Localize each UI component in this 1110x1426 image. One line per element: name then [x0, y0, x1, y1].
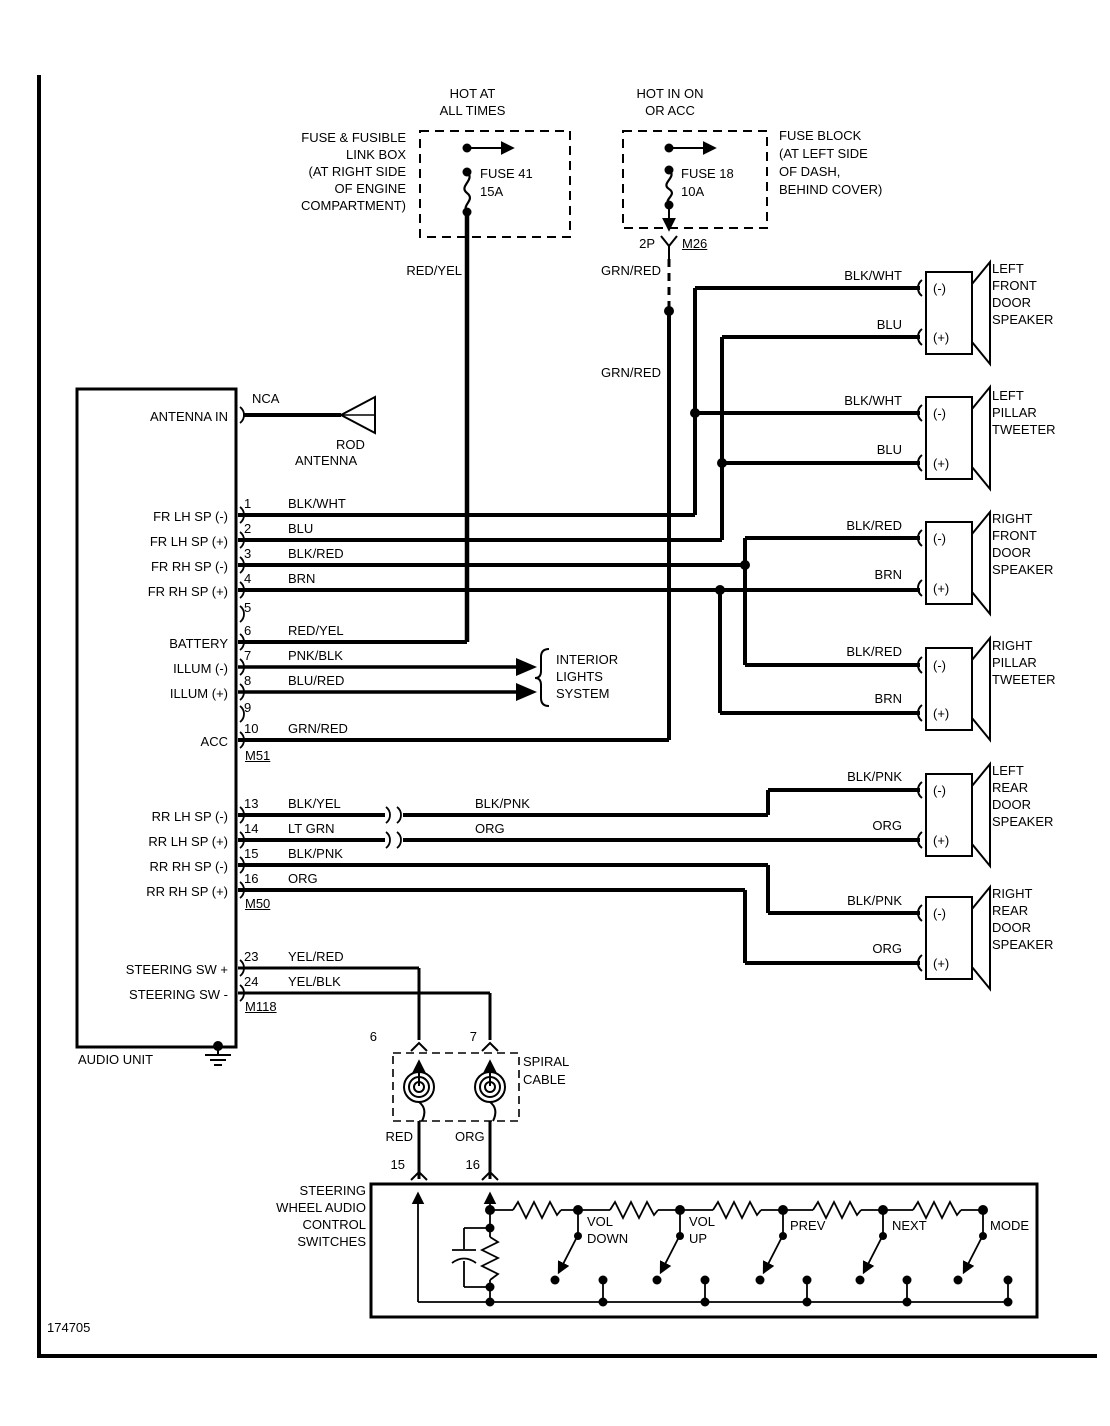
- pin-name: RR RH SP (-): [149, 859, 228, 874]
- polarity-pos: (+): [933, 706, 950, 721]
- pin-name: STEERING SW +: [125, 962, 228, 977]
- fuse-18-name: FUSE 18: [681, 166, 734, 181]
- pin-number: 8: [244, 673, 252, 688]
- wire-color-post: ORG: [475, 821, 505, 836]
- speaker-name: FRONT: [992, 278, 1037, 293]
- pin-name: STEERING SW -: [129, 987, 228, 1002]
- speaker-name: SPEAKER: [992, 562, 1054, 577]
- fusible-box-loc: LINK BOX: [346, 147, 406, 162]
- pin-number: 24: [244, 974, 259, 989]
- speaker-name: REAR: [992, 903, 1029, 918]
- speaker-name: LEFT: [992, 388, 1024, 403]
- fuse-18-element-icon: [666, 170, 672, 205]
- pin-number: 2: [244, 521, 252, 536]
- spk-wire: BLK/WHT: [844, 393, 902, 408]
- polarity-pos: (+): [933, 456, 950, 471]
- pin-number: 4: [244, 571, 252, 586]
- fuse-41-element-icon: [464, 172, 470, 212]
- pin-name: FR RH SP (+): [147, 584, 228, 599]
- pin-name: RR RH SP (+): [146, 884, 228, 899]
- speaker-name: TWEETER: [992, 422, 1056, 437]
- wire-label-grn-red: GRN/RED: [601, 365, 661, 380]
- resistor-icon: [482, 1237, 498, 1280]
- m26-connector-icon: [661, 236, 677, 246]
- fuse-block-loc: (AT LEFT SIDE: [779, 146, 868, 161]
- pin-number: 13: [244, 796, 259, 811]
- pin-number: 6: [244, 623, 252, 638]
- switch-vol-down: VOL: [587, 1214, 614, 1229]
- speaker-name: DOOR: [992, 295, 1031, 310]
- switch-mode: MODE: [990, 1218, 1029, 1233]
- polarity-neg: (-): [933, 906, 946, 921]
- wire-color: BLU/RED: [288, 673, 345, 688]
- fusible-box-loc: (AT RIGHT SIDE: [308, 164, 406, 179]
- speaker-name: SPEAKER: [992, 814, 1054, 829]
- pin-antenna-in: ANTENNA IN: [149, 409, 228, 424]
- wire-color: YEL/RED: [288, 949, 344, 964]
- speaker-name: DOOR: [992, 545, 1031, 560]
- resistor-icon: [610, 1202, 658, 1218]
- polarity-pos: (+): [933, 581, 950, 596]
- hot-at-label2: ALL TIMES: [439, 103, 506, 118]
- switch-prev: PREV: [790, 1218, 826, 1233]
- polarity-neg: (-): [933, 531, 946, 546]
- switch-vol-up2: UP: [689, 1231, 708, 1246]
- speaker-name: DOOR: [992, 920, 1031, 935]
- fuse-block-loc: BEHIND COVER): [779, 182, 883, 197]
- speaker-name: PILLAR: [992, 655, 1037, 670]
- pin-number: 16: [244, 871, 259, 886]
- fusible-box-loc: FUSE & FUSIBLE: [301, 130, 406, 145]
- spk-wire: BLU: [876, 317, 902, 332]
- spk-wire: ORG: [872, 941, 902, 956]
- wire-label-nca: NCA: [252, 391, 280, 406]
- spiral-pin-7: 7: [469, 1029, 477, 1044]
- spiral-cable-label: SPIRAL: [523, 1054, 570, 1069]
- polarity-neg: (-): [933, 406, 946, 421]
- arrow-right-icon: [516, 683, 537, 701]
- rod-antenna-label2: ANTENNA: [295, 453, 358, 468]
- connector-m26: M26: [682, 236, 708, 251]
- spk-wire: BLK/RED: [846, 644, 902, 659]
- spk-wire: ORG: [872, 818, 902, 833]
- polarity-pos: (+): [933, 833, 950, 848]
- pin-number: 15: [244, 846, 259, 861]
- pin-number: 9: [244, 700, 252, 715]
- audio-unit-label: AUDIO UNIT: [78, 1052, 154, 1067]
- pin-number: 23: [244, 949, 259, 964]
- connector-m51: M51: [245, 748, 271, 763]
- wire-color: LT GRN: [288, 821, 335, 836]
- steering-loc: WHEEL AUDIO: [276, 1200, 366, 1215]
- pin-number: 7: [244, 648, 252, 663]
- wire-color: YEL/BLK: [288, 974, 341, 989]
- pin-name: RR LH SP (+): [148, 834, 228, 849]
- fuse-18-rating: 10A: [681, 184, 705, 199]
- wire-label-grn-red: GRN/RED: [601, 263, 661, 278]
- pin-name: ILLUM (+): [169, 686, 228, 701]
- polarity-neg: (-): [933, 281, 946, 296]
- connector-pin-count: 2P: [639, 236, 655, 251]
- wire-color: BLK/PNK: [288, 846, 343, 861]
- spk-wire: BLK/PNK: [847, 893, 902, 908]
- pin-name: FR LH SP (+): [149, 534, 228, 549]
- pin-number: 1: [244, 496, 252, 511]
- rod-antenna-label: ROD: [336, 437, 365, 452]
- speaker-name: LEFT: [992, 261, 1024, 276]
- speaker-left-pillar-icon: [918, 387, 990, 489]
- pin-name: FR LH SP (-): [153, 509, 228, 524]
- wire-color: ORG: [288, 871, 318, 886]
- speaker-name: RIGHT: [992, 886, 1033, 901]
- interior-lights-arrows: [516, 649, 549, 706]
- interior-lights-label: SYSTEM: [556, 686, 610, 701]
- pin-number: 3: [244, 546, 252, 561]
- speaker-name: SPEAKER: [992, 937, 1054, 952]
- fusible-box-loc: COMPARTMENT): [301, 198, 406, 213]
- interior-lights-label: LIGHTS: [556, 669, 603, 684]
- wire-color: BLK/YEL: [288, 796, 341, 811]
- spk-wire: BLU: [876, 442, 902, 457]
- wire-color: GRN/RED: [288, 721, 348, 736]
- speaker-name: REAR: [992, 780, 1029, 795]
- speaker-name: SPEAKER: [992, 312, 1054, 327]
- fuse-41-rating: 15A: [480, 184, 504, 199]
- speaker-symbols: [918, 262, 990, 989]
- speaker-name: LEFT: [992, 763, 1024, 778]
- polarity-pos: (+): [933, 330, 950, 345]
- hot-in-on-label2: OR ACC: [645, 103, 695, 118]
- connector-m118: M118: [245, 999, 277, 1014]
- speaker-left-rear-icon: [918, 764, 990, 866]
- fusible-box-loc: OF ENGINE: [334, 181, 406, 196]
- wire-color: BRN: [288, 571, 316, 586]
- steering-loc: CONTROL: [302, 1217, 366, 1232]
- speaker-name: DOOR: [992, 797, 1031, 812]
- speaker-name: PILLAR: [992, 405, 1037, 420]
- wire-color: PNK/BLK: [288, 648, 343, 663]
- spk-wire: BRN: [874, 691, 902, 706]
- hot-at-label: HOT AT: [449, 86, 496, 101]
- connector-m50: M50: [245, 896, 271, 911]
- wire-label-org: ORG: [455, 1129, 485, 1144]
- speaker-right-pillar-icon: [918, 638, 990, 740]
- pin-name: FR RH SP (-): [150, 559, 228, 574]
- speaker-left-front-icon: [918, 262, 990, 364]
- pin-number: 5: [244, 600, 252, 615]
- spiral-cable-label2: CABLE: [523, 1072, 566, 1087]
- spiral-pin-6: 6: [369, 1029, 377, 1044]
- interior-lights-label: INTERIOR: [556, 652, 619, 667]
- pin-name: BATTERY: [169, 636, 228, 651]
- spk-wire: BLK/RED: [846, 518, 902, 533]
- spk-wire: BLK/WHT: [844, 268, 902, 283]
- inline-connector-icon: [386, 807, 401, 848]
- fuse-block-loc: FUSE BLOCK: [779, 128, 862, 143]
- switch-next: NEXT: [892, 1218, 927, 1233]
- pin-number: 10: [244, 721, 259, 736]
- resistor-icon: [713, 1202, 761, 1218]
- diagram-id: 174705: [47, 1320, 91, 1335]
- spiral-pin-15: 15: [390, 1157, 405, 1172]
- brace-icon: [535, 649, 549, 706]
- fuse-block-loc: OF DASH,: [779, 164, 841, 179]
- wire-color: BLK/RED: [288, 546, 344, 561]
- speaker-name: RIGHT: [992, 511, 1033, 526]
- steering-loc: STEERING: [299, 1183, 366, 1198]
- resistor-icon: [913, 1202, 961, 1218]
- speaker-right-rear-icon: [918, 887, 990, 989]
- wire-color: BLK/WHT: [288, 496, 346, 511]
- hot-in-on-label: HOT IN ON: [636, 86, 704, 101]
- arrow-right-icon: [516, 658, 537, 676]
- resistor-icon: [513, 1202, 561, 1218]
- pin-name: ACC: [200, 734, 228, 749]
- speaker-right-front-icon: [918, 512, 990, 614]
- wire-label-red-yel: RED/YEL: [406, 263, 462, 278]
- speaker-name: TWEETER: [992, 672, 1056, 687]
- wire-color-post: BLK/PNK: [475, 796, 530, 811]
- ground-icon: [205, 1041, 231, 1065]
- fuse-41-name: FUSE 41: [480, 166, 533, 181]
- polarity-pos: (+): [933, 956, 950, 971]
- wire-color: BLU: [288, 521, 314, 536]
- switch-vol-up: VOL: [689, 1214, 716, 1229]
- switch-vol-down2: DOWN: [587, 1231, 629, 1246]
- speaker-name: RIGHT: [992, 638, 1033, 653]
- polarity-neg: (-): [933, 783, 946, 798]
- wire-color: RED/YEL: [288, 623, 344, 638]
- spiral-cable-icon: [393, 1043, 519, 1121]
- pin-number: 14: [244, 821, 259, 836]
- polarity-neg: (-): [933, 658, 946, 673]
- spiral-pin-16: 16: [465, 1157, 480, 1172]
- wire-label-red: RED: [385, 1129, 413, 1144]
- resistor-icon: [813, 1202, 861, 1218]
- steering-loc: SWITCHES: [297, 1234, 366, 1249]
- speaker-name: FRONT: [992, 528, 1037, 543]
- pin-name: ILLUM (-): [173, 661, 228, 676]
- spk-wire: BLK/PNK: [847, 769, 902, 784]
- spk-wire: BRN: [874, 567, 902, 582]
- pin-name: RR LH SP (-): [151, 809, 228, 824]
